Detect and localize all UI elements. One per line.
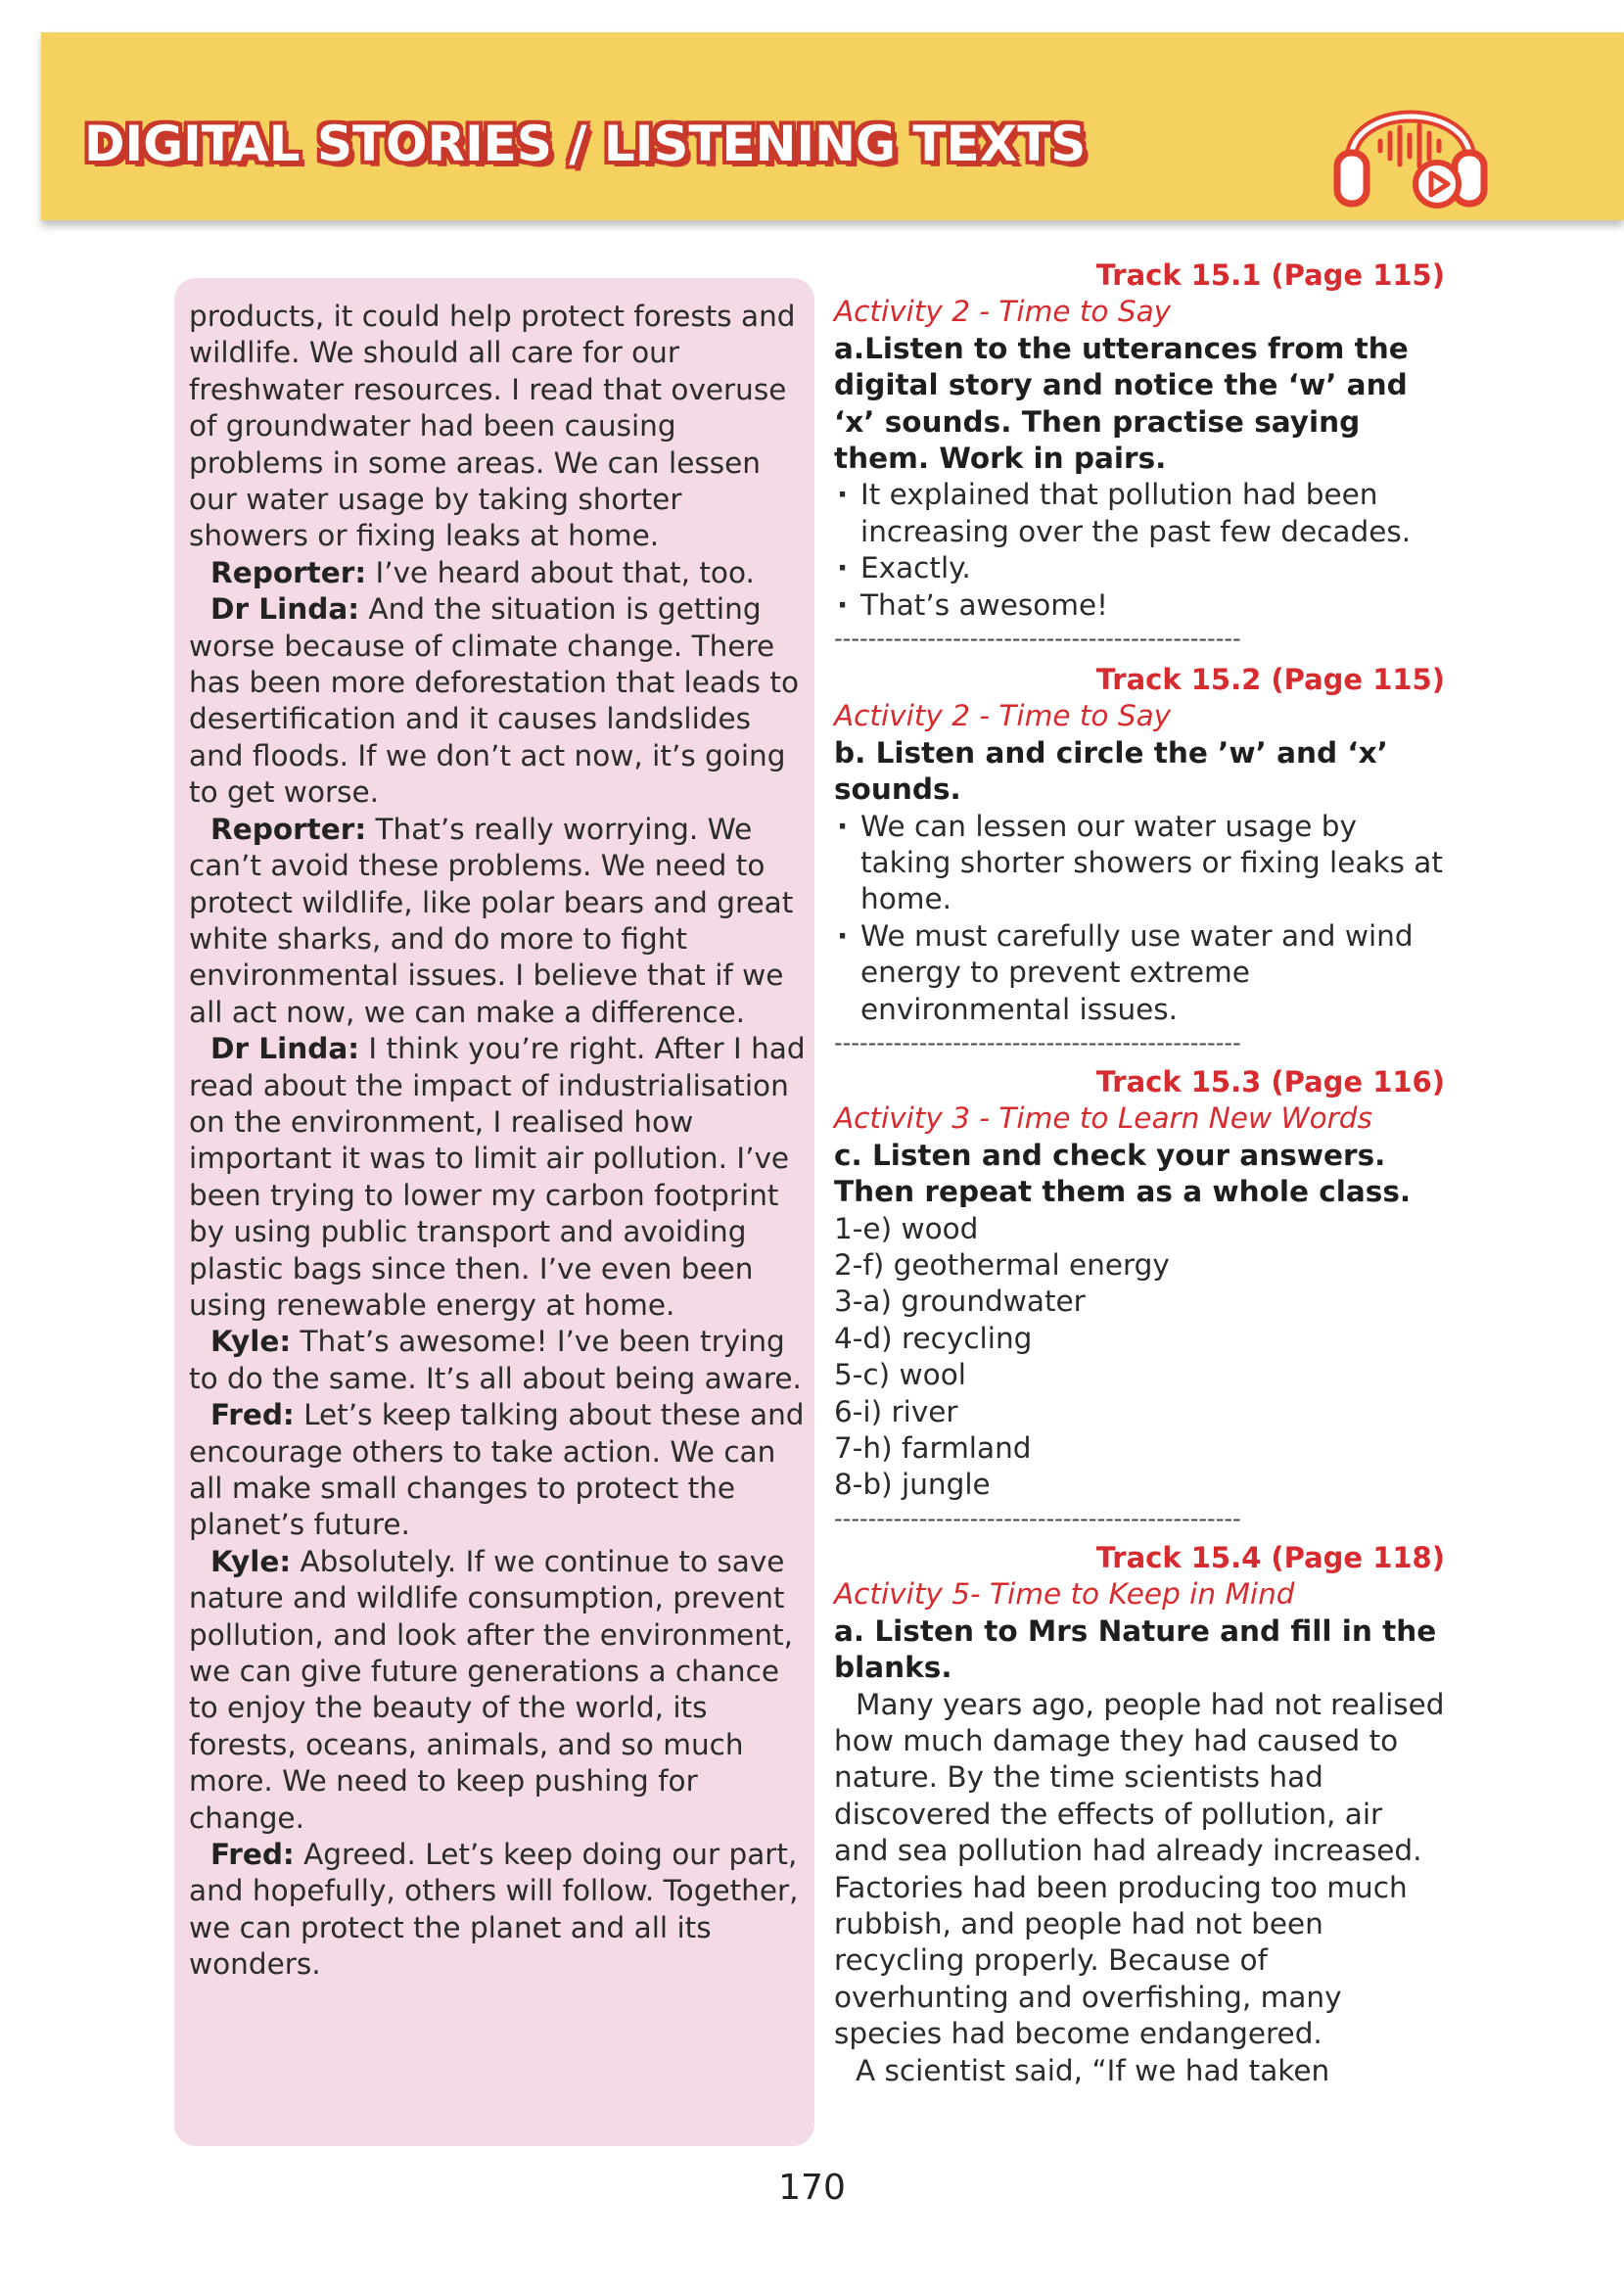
track-section-15-1 <box>834 257 1445 653</box>
activity-title: Activity 5- Time to Keep in Mind <box>834 1577 1295 1612</box>
speaker-name: Fred: <box>210 1398 295 1432</box>
dialogue-line <box>189 555 806 591</box>
paragraph: A scientist said, “If we had taken <box>856 2053 1330 2087</box>
list-item: 6-i) river <box>834 1394 958 1428</box>
list-item: 3-a) groundwater <box>834 1285 1086 1319</box>
list-item: · That’s awesome! <box>834 587 1445 624</box>
track-section-15-2 <box>834 662 1445 1057</box>
dialogue-text <box>189 299 806 1984</box>
dashed-divider: ------------------------------------------------ <box>834 1504 1241 1532</box>
activity-title: Activity 2 - Time to Say <box>834 699 1172 733</box>
track-label: Track 15.3 (Page 116) <box>1095 1065 1445 1099</box>
track-label: Track 15.2 (Page 115) <box>1095 663 1445 696</box>
dialogue-line <box>189 1544 806 1837</box>
dialogue-line-text: Let’s keep talking about these and encourage others to take action. We can all make small changes to protect the planet’s future. <box>189 1398 805 1542</box>
speaker-name: Dr Linda: <box>210 592 360 627</box>
track-section-15-3 <box>834 1064 1445 1533</box>
dialogue-line <box>189 1031 806 1324</box>
utterance-list <box>834 477 1445 624</box>
list-item: 4-d) recycling <box>834 1321 1033 1355</box>
speaker-name: Dr Linda: <box>210 1032 360 1066</box>
list-item: · We can lessen our water usage by taking shorter showers or fixing leaks at home. <box>834 809 1445 918</box>
dialogue-line <box>189 1397 806 1544</box>
list-item: · It explained that pollution had been increasing over the past few decades. <box>834 477 1445 550</box>
fill-blanks-text <box>834 1687 1445 2089</box>
dashed-divider: ------------------------------------------------ <box>834 1029 1241 1057</box>
dialogue-line-text: And the situation is getting worse because of climate change. There has been more deforestation that leads to desertification and it causes landslides and floods. If we don’t act now, it’s going to get worse. <box>189 592 800 810</box>
page-title: DIGITAL STORIES / LISTENING TEXTS <box>84 116 1087 172</box>
list-item: 8-b) jungle <box>834 1468 991 1502</box>
activity-instruction: a.Listen to the utterances from the digital story and notice the ‘w’ and ‘x’ sounds. Then practise saying them. Work in pairs. <box>834 331 1409 476</box>
track-section-15-4 <box>834 1540 1445 2089</box>
paragraph: Many years ago, people had not realised how much damage they had caused to nature. By the time scientists had discovered the effects of pollution, air and sea pollution had already increased. Factories had been producing too much rubbish, and people had not been recycling properly. Because of overhunting and overfishing, many species had become endangered. <box>834 1687 1445 2051</box>
dialogue-line <box>189 812 806 1031</box>
list-item: 5-c) wool <box>834 1358 966 1392</box>
list-item: · We must carefully use water and wind energy to prevent extreme environmental issues. <box>834 918 1445 1028</box>
dialogue-line <box>189 591 806 811</box>
dialogue-intro: products, it could help protect forests and wildlife. We should all care for our freshwater resources. I read that overuse of groundwater had been causing problems in some areas. We can lessen our water usage by taking shorter showers or fixing leaks at home. <box>189 300 796 553</box>
list-item: 2-f) geothermal energy <box>834 1248 1170 1283</box>
activity-title: Activity 2 - Time to Say <box>834 295 1172 329</box>
activity-instruction: c. Listen and check your answers. Then repeat them as a whole class. <box>834 1138 1412 1209</box>
speaker-name: Reporter: <box>210 812 367 846</box>
answer-list <box>834 1211 1445 1504</box>
dialogue-line-text: That’s really worrying. We can’t avoid these problems. We need to protect wildlife, like polar bears and great white sharks, and do more to fight environmental issues. I believe that if we all act now, we can make a difference. <box>189 812 794 1029</box>
dialogue-line-text: That’s awesome! I’ve been trying to do the same. It’s all about being aware. <box>189 1325 802 1395</box>
speaker-name: Kyle: <box>210 1325 292 1359</box>
list-item: 7-h) farmland <box>834 1431 1032 1466</box>
dialogue-line-text: I’ve heard about that, too. <box>366 555 755 589</box>
activity-title: Activity 3 - Time to Learn New Words <box>834 1101 1372 1136</box>
dialogue-line <box>189 1324 806 1397</box>
speaker-name: Reporter: <box>210 555 367 589</box>
page-number: 170 <box>778 2168 846 2208</box>
dashed-divider: ------------------------------------------------ <box>834 625 1241 653</box>
activity-instruction: b. Listen and circle the ’w’ and ‘x’ sounds. <box>834 735 1388 807</box>
dialogue-line <box>189 1837 806 1984</box>
speaker-name: Kyle: <box>210 1544 292 1578</box>
dialogue-line-text: I think you’re right. After I had read about the impact of industrialisation on the environment, I realised how important it was to limit air pollution. I’ve been trying to lower my carbon footprint by using public transport and avoiding plastic bags since then. I’ve even been using renewable energy at home. <box>189 1032 806 1322</box>
activity-instruction: a. Listen to Mrs Nature and fill in the blanks. <box>834 1613 1437 1685</box>
track-label: Track 15.4 (Page 118) <box>1095 1541 1445 1574</box>
utterance-list <box>834 809 1445 1028</box>
dialogue-line-text: Absolutely. If we continue to save nature and wildlife consumption, prevent pollution, and look after the environment, we can give future generations a chance to enjoy the beauty of the world, its forests, oceans, animals, and so much more. We need to keep pushing for change. <box>189 1544 793 1835</box>
headphones-play-icon <box>1329 63 1492 225</box>
dialogue-line-text: Agreed. Let’s keep doing our part, and hopefully, others will follow. Together, we can protect the planet and all its wonders. <box>189 1838 799 1982</box>
speaker-name: Fred: <box>210 1838 295 1872</box>
list-item: · Exactly. <box>834 550 1445 586</box>
track-label: Track 15.1 (Page 115) <box>1095 258 1445 292</box>
list-item: 1-e) wood <box>834 1211 979 1245</box>
